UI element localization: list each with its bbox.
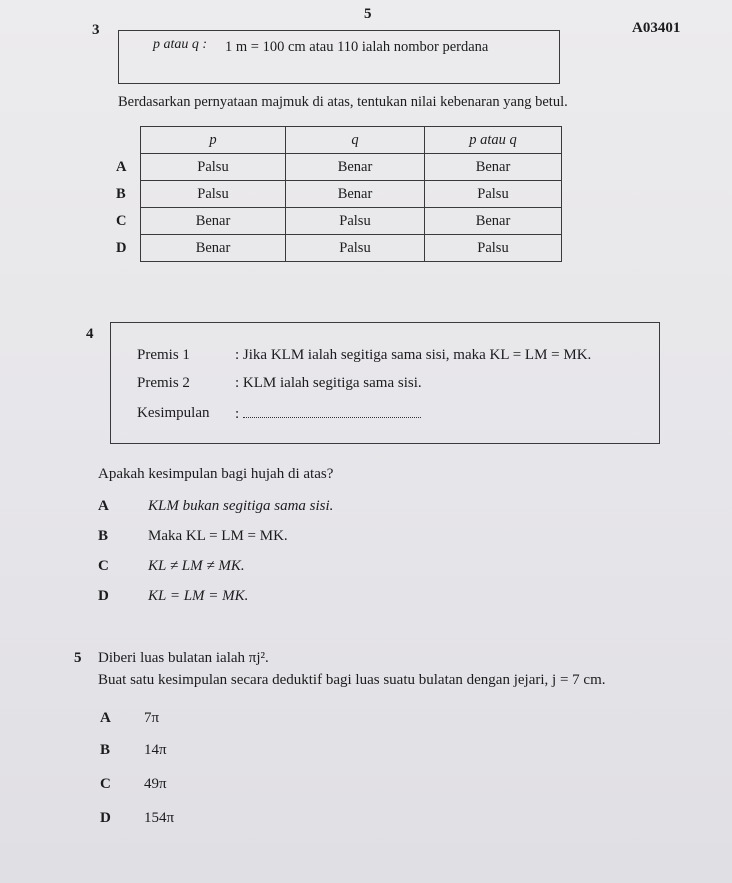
q4-argument-box xyxy=(110,322,660,444)
q3-statement-eq: 1 m = 100 cm atau 110 ialah nombor perdana xyxy=(225,39,489,55)
q5-option-a-text[interactable]: 7π xyxy=(144,710,160,726)
row-label: C xyxy=(116,212,127,229)
q5-given: Diberi luas bulatan ialah πj². xyxy=(98,650,269,666)
kesimpulan-colon: : xyxy=(235,406,240,422)
q5-option-b-letter: B xyxy=(100,742,111,758)
q4-option-d-letter: D xyxy=(98,588,109,604)
q4-option-d-text[interactable]: KL = LM = MK. xyxy=(148,588,249,604)
q5-option-a-letter: A xyxy=(100,710,111,726)
table-row xyxy=(116,181,562,208)
header-p-atau-q: p atau q xyxy=(425,127,562,154)
table-cell: Palsu xyxy=(141,154,286,181)
q4-option-b-letter: B xyxy=(98,528,109,544)
table-cell: Palsu xyxy=(425,235,562,262)
table-row xyxy=(116,208,562,235)
answer-blank-line xyxy=(243,405,421,418)
q4-option-a-letter: A xyxy=(98,498,109,514)
table-cell: Benar xyxy=(141,208,286,235)
q5-option-c-text[interactable]: 49π xyxy=(144,776,167,792)
table-cell: Benar xyxy=(286,181,425,208)
header-p: p xyxy=(141,127,286,154)
premis1-label: Premis 1 xyxy=(137,347,190,363)
table-cell: Benar xyxy=(425,208,562,235)
premis1-text: : Jika KLM ialah segitiga sama sisi, maka KL = LM = MK. xyxy=(235,347,592,363)
q3-number: 3 xyxy=(92,22,100,38)
q5-prompt: Buat satu kesimpulan secara deduktif bagi luas suatu bulatan dengan jejari, j = 7 cm. xyxy=(98,672,606,688)
q3-prompt: Berdasarkan pernyataan majmuk di atas, tentukan nilai kebenaran yang betul. xyxy=(118,94,568,110)
q3-statement-box xyxy=(118,30,560,84)
page-number: 5 xyxy=(364,6,372,22)
paper-code: A03401 xyxy=(632,20,681,36)
table-header-row xyxy=(116,127,562,154)
premis2-label: Premis 2 xyxy=(137,375,190,391)
q4-prompt: Apakah kesimpulan bagi hujah di atas? xyxy=(98,466,334,482)
table-cell: Palsu xyxy=(141,181,286,208)
q5-option-d-letter: D xyxy=(100,810,111,826)
q3-truth-table xyxy=(116,126,562,262)
table-cell: Palsu xyxy=(425,181,562,208)
table-row xyxy=(116,235,562,262)
q4-option-a-text[interactable]: KLM bukan segitiga sama sisi. xyxy=(148,498,334,514)
header-q: q xyxy=(286,127,425,154)
q5-option-c-letter: C xyxy=(100,776,111,792)
q4-number: 4 xyxy=(86,326,94,342)
table-cell: Palsu xyxy=(286,208,425,235)
q3-statement-pq: p atau q : xyxy=(153,37,208,52)
kesimpulan-label: Kesimpulan xyxy=(137,405,210,421)
table-cell: Benar xyxy=(141,235,286,262)
table-cell: Benar xyxy=(286,154,425,181)
kesimpulan-blank xyxy=(235,405,421,423)
q5-option-d-text[interactable]: 154π xyxy=(144,810,175,826)
row-label: B xyxy=(116,185,126,202)
premis2-text: : KLM ialah segitiga sama sisi. xyxy=(235,375,422,391)
q5-number: 5 xyxy=(74,650,82,666)
q4-option-c-letter: C xyxy=(98,558,109,574)
table-row xyxy=(116,154,562,181)
table-cell: Benar xyxy=(425,154,562,181)
table-cell: Palsu xyxy=(286,235,425,262)
q4-option-c-text[interactable]: KL ≠ LM ≠ MK. xyxy=(148,558,245,574)
q5-option-b-text[interactable]: 14π xyxy=(144,742,167,758)
q4-option-b-text[interactable]: Maka KL = LM = MK. xyxy=(148,528,288,544)
row-label: D xyxy=(116,239,127,256)
row-label: A xyxy=(116,158,127,175)
